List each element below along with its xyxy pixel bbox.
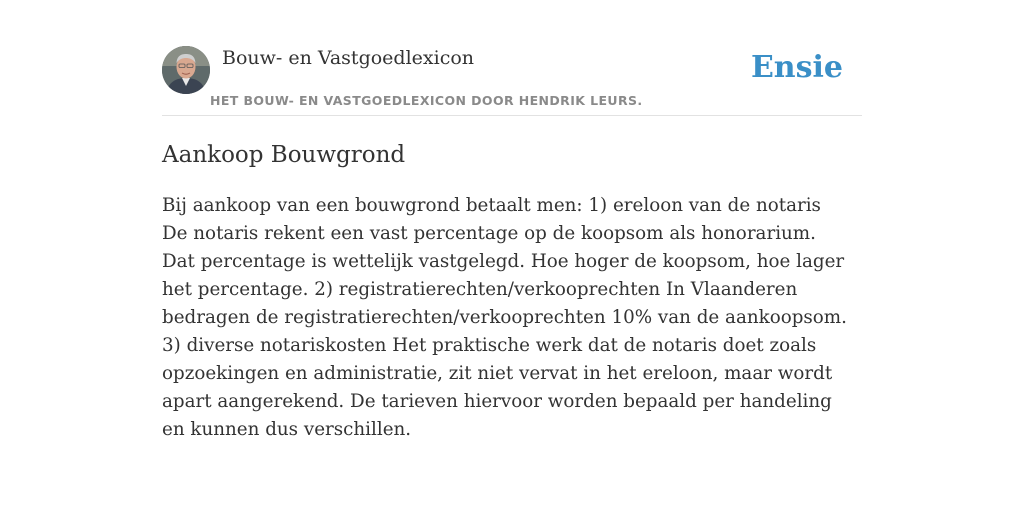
site-title[interactable]: Bouw- en Vastgoedlexicon <box>222 47 475 69</box>
article-body: Bij aankoop van een bouwgrond betaalt men: 1) ereloon van de notaris De notaris rekent een vast percentage op de koopsom als honorarium. Dat percentage is wettelijk vastgelegd. Hoe hoger de koopsom, hoe lager het percentage. 2) registratierechten/verkooprechten In Vlaanderen bedragen de registratierechten/verkooprechten 10% van de aankoopsom. 3) diverse notariskosten Het praktische werk dat de notaris doet zoals opzoekingen en administratie, zit niet vervat in het ereloon, maar wordt apart aangerekend. De tarieven hiervoor worden bepaald per handeling en kunnen dus verschillen. <box>162 195 847 440</box>
site-subtitle: HET BOUW- EN VASTGOEDLEXICON DOOR HENDRIK LEURS. <box>210 93 643 108</box>
brand-logo[interactable]: Ensie <box>750 50 843 85</box>
person-portrait-icon <box>162 46 210 94</box>
author-avatar[interactable] <box>162 46 210 94</box>
article-title: Aankoop Bouwgrond <box>162 142 406 168</box>
site-header <box>162 46 862 116</box>
